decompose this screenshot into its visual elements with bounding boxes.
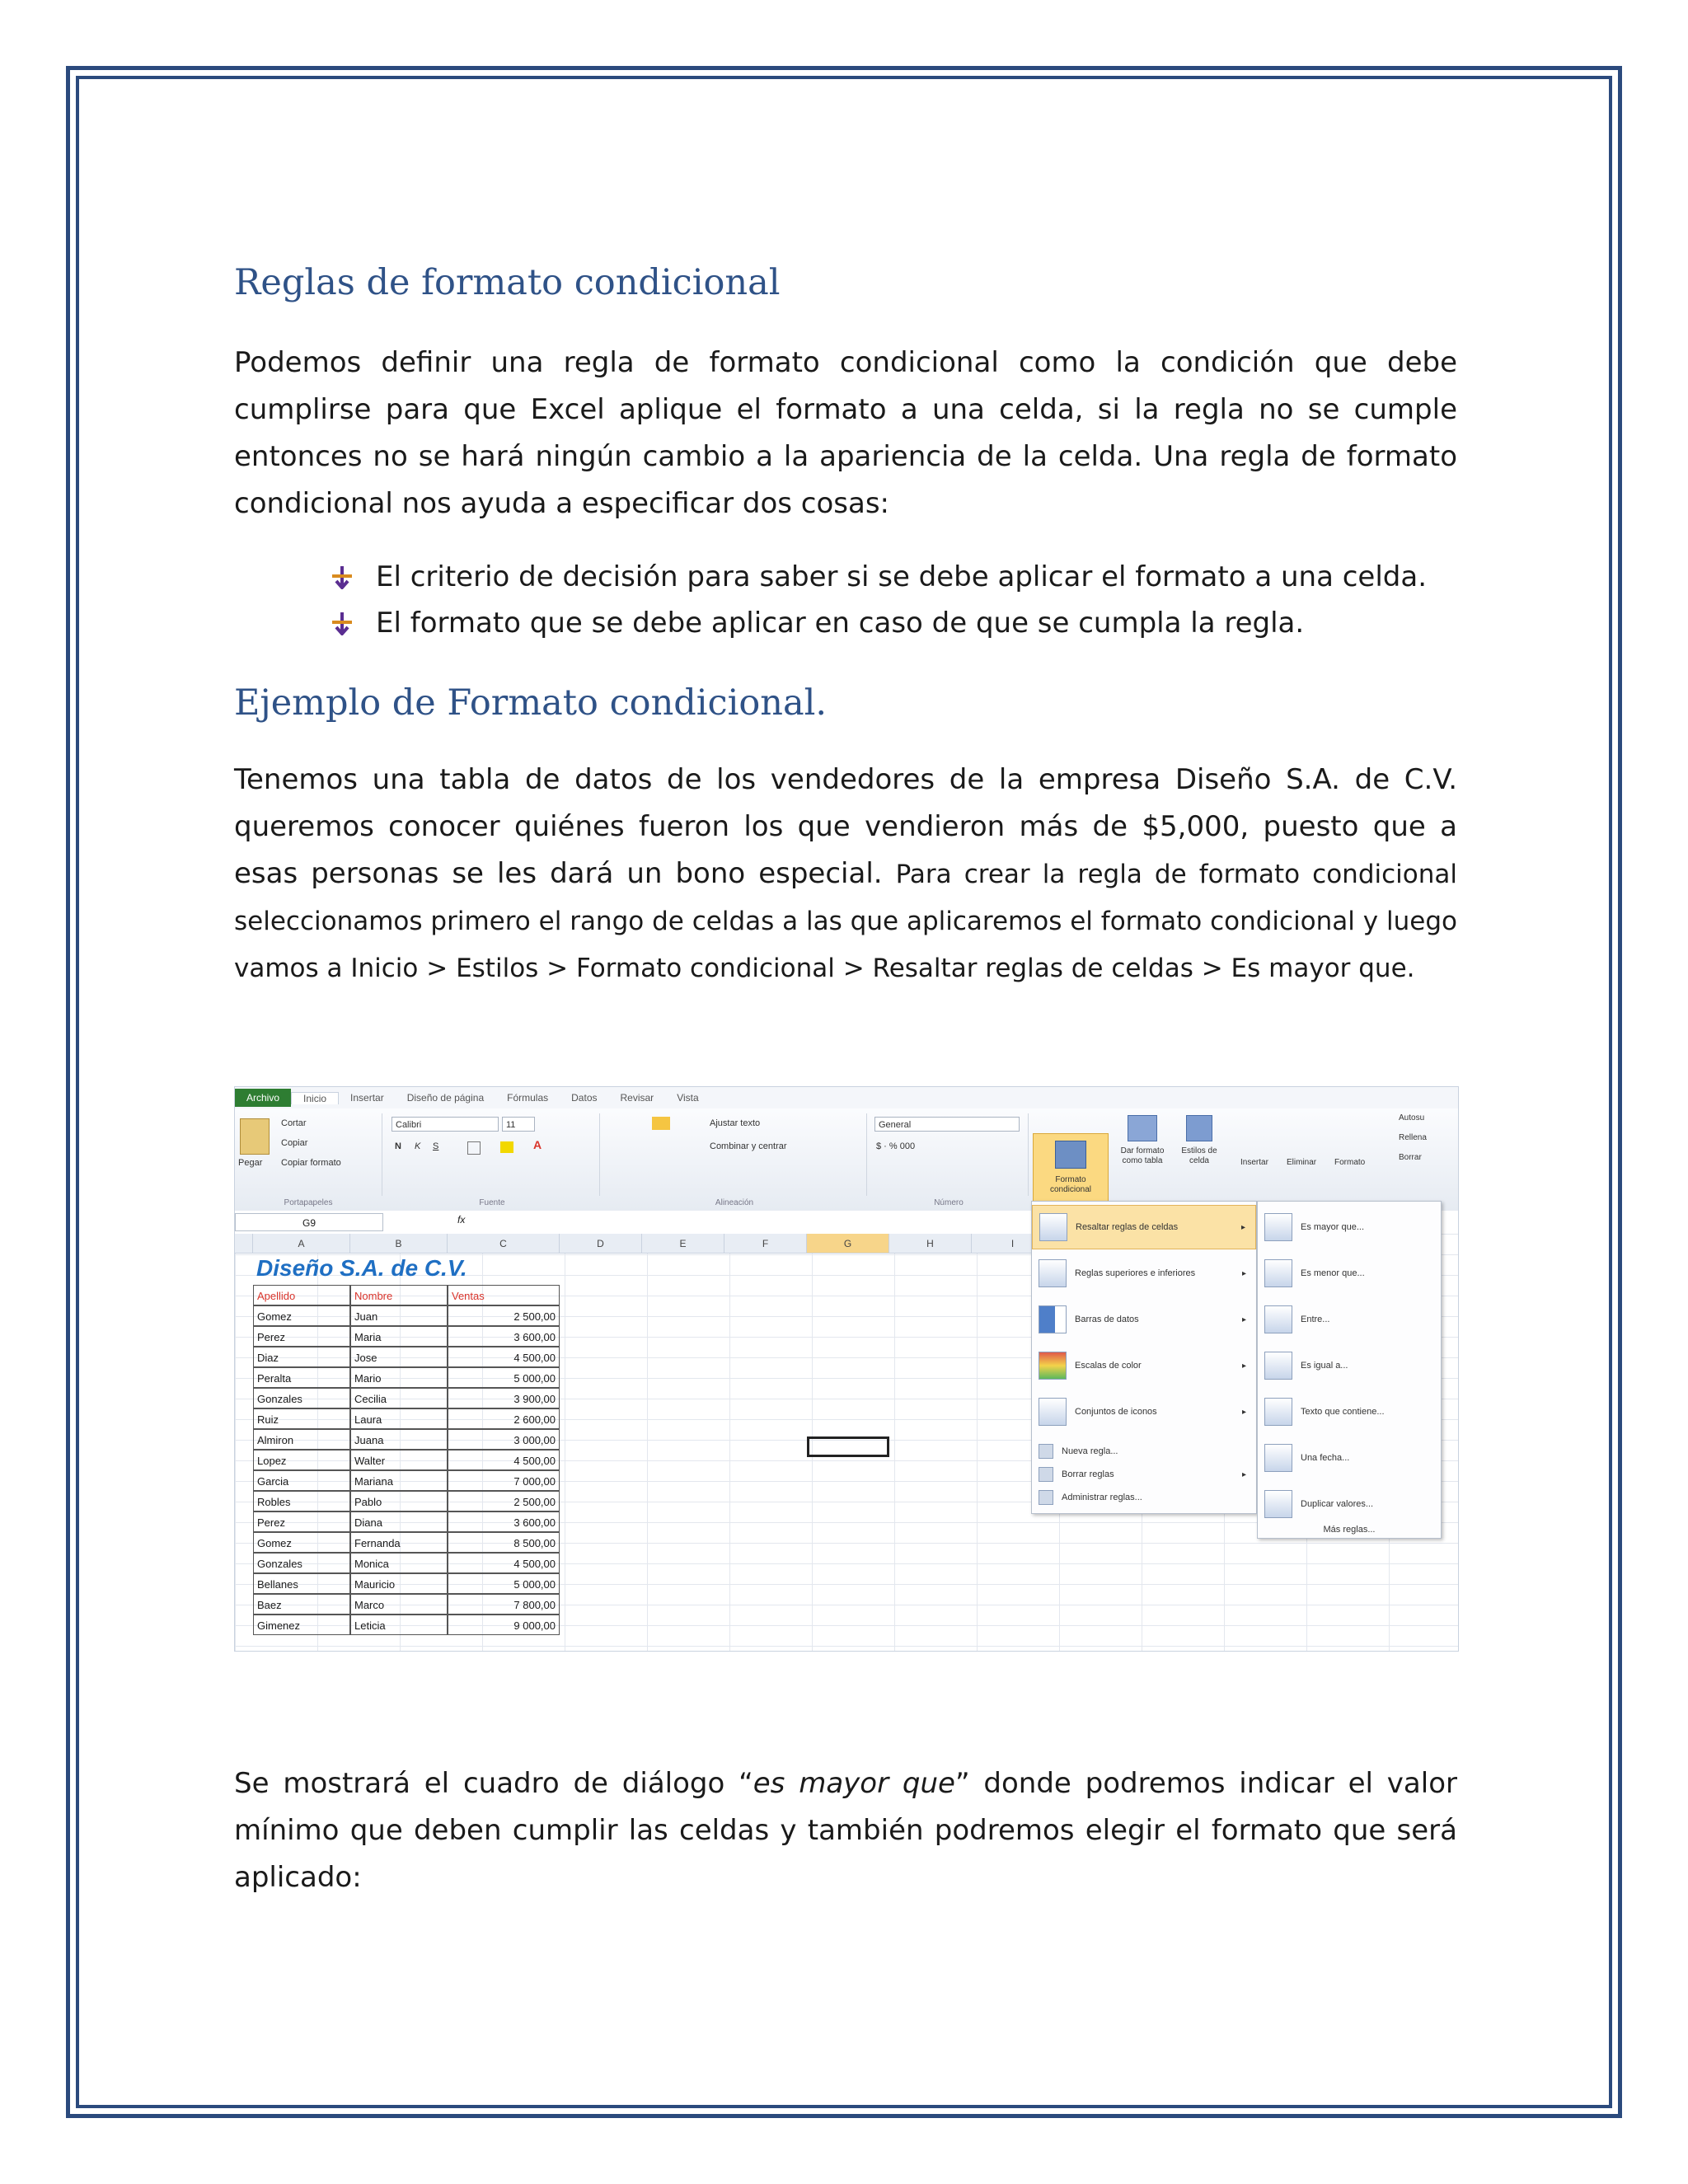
manage-rules-icon	[1039, 1490, 1053, 1505]
submenu-item-a-date[interactable]	[1258, 1436, 1441, 1480]
group-label-clipboard: Portapapeles	[284, 1198, 333, 1207]
group-alignment	[603, 1113, 867, 1207]
menu-item-label: Barras de datos	[1075, 1315, 1139, 1324]
table-cell[interactable]: 7 000,00	[448, 1470, 560, 1491]
table-cell[interactable]: 3 600,00	[448, 1326, 560, 1347]
table-cell[interactable]: Perez	[253, 1511, 350, 1532]
table-cell[interactable]: 3 900,00	[448, 1388, 560, 1408]
cell-styles-button[interactable]	[1175, 1115, 1224, 1166]
paragraph-example	[234, 757, 1457, 991]
submenu-arrow-icon: ▸	[1241, 1315, 1246, 1324]
table-cell[interactable]: Jose	[350, 1347, 448, 1367]
table-cell[interactable]: Garcia	[253, 1470, 350, 1491]
submenu-item-duplicate-values[interactable]	[1258, 1482, 1441, 1526]
table-cell[interactable]: Leticia	[350, 1615, 448, 1635]
table-cell[interactable]: 9 000,00	[448, 1615, 560, 1635]
table-cell[interactable]: Ruiz	[253, 1408, 350, 1429]
group-label-font: Fuente	[479, 1198, 505, 1207]
format-as-table-label: Dar formato como tabla	[1120, 1146, 1165, 1165]
table-cell[interactable]: 3 600,00	[448, 1511, 560, 1532]
submenu-arrow-icon: ▸	[1241, 1268, 1246, 1278]
table-cell[interactable]: Walter	[350, 1450, 448, 1470]
new-rule-icon	[1039, 1444, 1053, 1459]
menu-item-clear-rules[interactable]	[1032, 1464, 1256, 1485]
submenu-arrow-icon: ▸	[1241, 1407, 1246, 1417]
table-cell[interactable]: Cecilia	[350, 1388, 448, 1408]
borders-icon[interactable]	[467, 1141, 481, 1155]
submenu-item-between[interactable]	[1258, 1297, 1441, 1342]
insert-cells-button[interactable]: Insertar	[1240, 1158, 1268, 1167]
copy-button[interactable]: Copiar	[281, 1138, 308, 1148]
paragraph-dialog-part2: ” donde podremos indicar el valor mínimo que deben cumplir las celdas y también podremos elegir el formato que será aplicado:	[234, 1767, 1457, 1894]
group-number	[870, 1113, 1029, 1207]
submenu-item-equal-to[interactable]	[1258, 1343, 1441, 1388]
paragraph-example-part1: Tenemos una tabla de datos de los vendedores de la empresa Diseño S.A. de C.V. queremos conocer quiénes fueron los que vendieron más de $5,000, puesto que a esas personas se les dará un bono especial.	[234, 763, 1457, 890]
menu-item-label: Es menor que...	[1301, 1268, 1365, 1278]
menu-item-manage-rules[interactable]	[1032, 1487, 1256, 1508]
table-cell[interactable]: Lopez	[253, 1450, 350, 1470]
ribbon-tabs	[235, 1087, 1458, 1108]
submenu-arrow-icon: ▸	[1241, 1361, 1246, 1371]
tab-datos[interactable]: Datos	[571, 1092, 598, 1104]
column-header[interactable]: A	[253, 1234, 350, 1254]
table-cell[interactable]: Baez	[253, 1594, 350, 1615]
table-cell[interactable]: Robles	[253, 1491, 350, 1511]
excel-screenshot	[234, 1086, 1459, 1652]
heading-reglas: Reglas de formato condicional	[234, 262, 781, 303]
table-cell[interactable]: Pablo	[350, 1491, 448, 1511]
less-than-icon	[1264, 1259, 1292, 1287]
menu-item-label: Resaltar reglas de celdas	[1076, 1222, 1179, 1232]
submenu-arrow-icon: ▸	[1241, 1469, 1246, 1479]
menu-item-data-bars[interactable]	[1032, 1297, 1256, 1342]
number-format-icons[interactable]: $ · % 000	[876, 1141, 916, 1151]
conditional-format-button[interactable]	[1033, 1133, 1109, 1209]
font-name-select[interactable]: Calibri	[392, 1117, 499, 1132]
paragraph-dialog-italic: es mayor que	[753, 1767, 955, 1800]
font-color-icon[interactable]: A	[533, 1138, 542, 1151]
table-cell[interactable]: Almiron	[253, 1429, 350, 1450]
clear-button[interactable]: Borrar	[1399, 1153, 1422, 1162]
highlight-rules-icon	[1039, 1213, 1067, 1241]
group-label-alignment: Alineación	[715, 1198, 754, 1207]
table-header-cell[interactable]: Apellido	[253, 1285, 350, 1305]
equal-to-icon	[1264, 1352, 1292, 1380]
table-cell[interactable]: 7 800,00	[448, 1594, 560, 1615]
highlight-rules-submenu	[1257, 1201, 1442, 1539]
tab-inicio[interactable]: Inicio	[291, 1092, 339, 1104]
menu-item-label: Nueva regla...	[1062, 1446, 1118, 1456]
table-cell[interactable]: Gimenez	[253, 1615, 350, 1635]
bullet-text: El formato que se debe aplicar en caso de que se cumpla la regla.	[376, 607, 1305, 640]
date-icon	[1264, 1444, 1292, 1472]
menu-item-top-bottom-rules[interactable]	[1032, 1251, 1256, 1296]
table-cell[interactable]: 5 000,00	[448, 1367, 560, 1388]
menu-item-label: Reglas superiores e inferiores	[1075, 1268, 1196, 1278]
table-cell[interactable]: Peralta	[253, 1367, 350, 1388]
ribbon	[235, 1108, 1458, 1212]
selected-cell-g9[interactable]	[807, 1436, 889, 1457]
merge-center-button[interactable]: Combinar y centrar	[710, 1141, 787, 1151]
fill-button[interactable]: Rellena	[1399, 1133, 1427, 1142]
column-header[interactable]: I	[972, 1234, 1054, 1254]
bullet-item	[330, 554, 1467, 600]
table-cell[interactable]: Mario	[350, 1367, 448, 1388]
group-label-number: Número	[934, 1198, 964, 1207]
cell-styles-label: Estilos de celda	[1181, 1146, 1217, 1165]
menu-item-label: Escalas de color	[1075, 1361, 1142, 1371]
table-cell[interactable]: 4 500,00	[448, 1553, 560, 1573]
tab-diseno[interactable]: Diseño de página	[406, 1092, 485, 1104]
font-size-select[interactable]: 11	[502, 1117, 535, 1132]
table-title[interactable]: Diseño S.A. de C.V.	[256, 1255, 467, 1281]
conditional-format-label: Formato condicional	[1049, 1175, 1092, 1194]
menu-item-label: Entre...	[1301, 1315, 1330, 1324]
column-header[interactable]: C	[448, 1234, 560, 1254]
fx-icon[interactable]: fx	[457, 1214, 466, 1226]
between-icon	[1264, 1305, 1292, 1333]
table-cell[interactable]: 2 500,00	[448, 1491, 560, 1511]
tab-revisar[interactable]: Revisar	[620, 1092, 654, 1104]
table-cell[interactable]: Laura	[350, 1408, 448, 1429]
heading-ejemplo: Ejemplo de Formato condicional.	[234, 682, 828, 724]
wrap-text-button[interactable]: Ajustar texto	[710, 1118, 761, 1128]
table-cell[interactable]: 4 500,00	[448, 1450, 560, 1470]
table-cell[interactable]: Maria	[350, 1326, 448, 1347]
table-cell[interactable]: Mariana	[350, 1470, 448, 1491]
table-cell[interactable]: 3 000,00	[448, 1429, 560, 1450]
table-cell[interactable]: Diana	[350, 1511, 448, 1532]
table-header-cell[interactable]: Ventas	[448, 1285, 560, 1305]
text-contains-icon	[1264, 1398, 1292, 1426]
tab-archivo[interactable]: Archivo	[235, 1089, 291, 1107]
paragraph-dialog	[234, 1760, 1457, 1901]
column-header[interactable]: G	[807, 1234, 889, 1254]
format-table-icon	[1128, 1115, 1157, 1141]
top-bottom-icon	[1039, 1259, 1067, 1287]
tab-insertar[interactable]: Insertar	[350, 1092, 384, 1104]
bullet-list	[330, 554, 1467, 646]
greater-than-icon	[1264, 1213, 1292, 1241]
paragraph-dialog-part1: Se mostrará el cuadro de diálogo “	[234, 1767, 753, 1800]
bullet-item	[330, 600, 1467, 646]
number-format-select[interactable]: General	[874, 1117, 1020, 1132]
menu-item-label: Borrar reglas	[1062, 1469, 1114, 1479]
table-cell[interactable]: Gomez	[253, 1305, 350, 1326]
clear-rules-icon	[1039, 1467, 1053, 1482]
submenu-item-more-rules[interactable]: Más reglas...	[1323, 1525, 1376, 1535]
table-cell[interactable]: Fernanda	[350, 1532, 448, 1553]
table-cell[interactable]: Bellanes	[253, 1573, 350, 1594]
menu-item-label: Es igual a...	[1301, 1361, 1348, 1371]
icon-sets-icon	[1039, 1398, 1067, 1426]
table-cell[interactable]: 2 600,00	[448, 1408, 560, 1429]
paste-icon	[240, 1118, 270, 1155]
conditional-format-menu	[1031, 1201, 1257, 1514]
paragraph-example-part2: Para crear la regla de formato condicional seleccionamos primero el rango de celdas a las que aplicaremos el formato condicional y luego vamos a Inicio > Estilos > Formato condicional > Resaltar reglas de celdas > Es mayor que.	[234, 860, 1458, 983]
cell-styles-icon	[1186, 1115, 1212, 1141]
format-cells-button[interactable]: Formato	[1334, 1158, 1366, 1167]
underline-button[interactable]: S	[433, 1141, 439, 1151]
bullet-arrow-icon	[330, 565, 354, 589]
group-clipboard	[235, 1113, 382, 1207]
format-as-table-button[interactable]	[1114, 1115, 1171, 1166]
paste-button[interactable]: Pegar	[238, 1158, 263, 1168]
italic-button[interactable]: K	[415, 1141, 421, 1151]
menu-item-new-rule[interactable]	[1032, 1441, 1256, 1462]
fill-color-icon[interactable]	[500, 1141, 513, 1153]
submenu-item-text-contains[interactable]	[1258, 1390, 1441, 1434]
column-header[interactable]: D	[560, 1234, 642, 1254]
menu-item-label: Administrar reglas...	[1062, 1493, 1142, 1502]
table-header-cell[interactable]: Nombre	[350, 1285, 448, 1305]
table-cell[interactable]: Diaz	[253, 1347, 350, 1367]
submenu-arrow-icon: ▸	[1240, 1222, 1245, 1232]
name-box[interactable]: G9	[235, 1213, 383, 1231]
bullet-text: El criterio de decisión para saber si se debe aplicar el formato a una celda.	[376, 560, 1427, 593]
delete-cells-button[interactable]: Eliminar	[1287, 1158, 1317, 1167]
column-header[interactable]: B	[350, 1234, 448, 1254]
bullet-arrow-icon	[330, 611, 354, 635]
table-cell[interactable]: 2 500,00	[448, 1305, 560, 1326]
submenu-item-less-than[interactable]	[1258, 1251, 1441, 1296]
conditional-format-icon	[1055, 1141, 1086, 1169]
table-cell[interactable]: Perez	[253, 1326, 350, 1347]
tab-vista[interactable]: Vista	[677, 1092, 699, 1104]
table-cell[interactable]: Mauricio	[350, 1573, 448, 1594]
table-cell[interactable]: 8 500,00	[448, 1532, 560, 1553]
menu-item-highlight-rules[interactable]	[1032, 1205, 1256, 1249]
align-middle-icon[interactable]	[652, 1117, 670, 1130]
menu-item-color-scales[interactable]	[1032, 1343, 1256, 1388]
table-cell[interactable]: Gonzales	[253, 1553, 350, 1573]
menu-item-label: Conjuntos de iconos	[1075, 1407, 1157, 1417]
corner-cell[interactable]	[235, 1234, 253, 1254]
table-cell[interactable]: Gomez	[253, 1532, 350, 1553]
table-cell[interactable]: Marco	[350, 1594, 448, 1615]
menu-item-icon-sets[interactable]	[1032, 1390, 1256, 1434]
paragraph-definition: Podemos definir una regla de formato condicional como la condición que debe cumplirse para que Excel aplique el formato a una celda, si la regla no se cumple entonces no se hará ningún cambio a la apariencia de la celda. Una regla de formato condicional nos ayuda a especificar dos cosas:	[234, 346, 1457, 520]
format-painter-button[interactable]: Copiar formato	[281, 1158, 341, 1168]
table-cell[interactable]: Juan	[350, 1305, 448, 1326]
submenu-item-greater-than[interactable]	[1258, 1205, 1441, 1249]
cut-button[interactable]: Cortar	[281, 1118, 307, 1128]
menu-item-label: Es mayor que...	[1301, 1222, 1365, 1232]
table-cell[interactable]: Juana	[350, 1429, 448, 1450]
column-header[interactable]: E	[642, 1234, 724, 1254]
bold-button[interactable]: N	[395, 1141, 401, 1151]
duplicate-values-icon	[1264, 1490, 1292, 1518]
menu-item-label: Texto que contiene...	[1301, 1407, 1385, 1417]
column-header[interactable]: H	[889, 1234, 972, 1254]
autosum-button[interactable]: Autosu	[1399, 1113, 1425, 1122]
column-header[interactable]: F	[724, 1234, 807, 1254]
table-cell[interactable]: Monica	[350, 1553, 448, 1573]
table-cell[interactable]: Gonzales	[253, 1388, 350, 1408]
table-cell[interactable]: 5 000,00	[448, 1573, 560, 1594]
data-bars-icon	[1039, 1305, 1067, 1333]
menu-item-label: Duplicar valores...	[1301, 1499, 1374, 1509]
table-cell[interactable]: 4 500,00	[448, 1347, 560, 1367]
color-scales-icon	[1039, 1352, 1067, 1380]
tab-formulas[interactable]: Fórmulas	[507, 1092, 549, 1104]
menu-item-label: Una fecha...	[1301, 1453, 1350, 1463]
group-font	[385, 1113, 600, 1207]
